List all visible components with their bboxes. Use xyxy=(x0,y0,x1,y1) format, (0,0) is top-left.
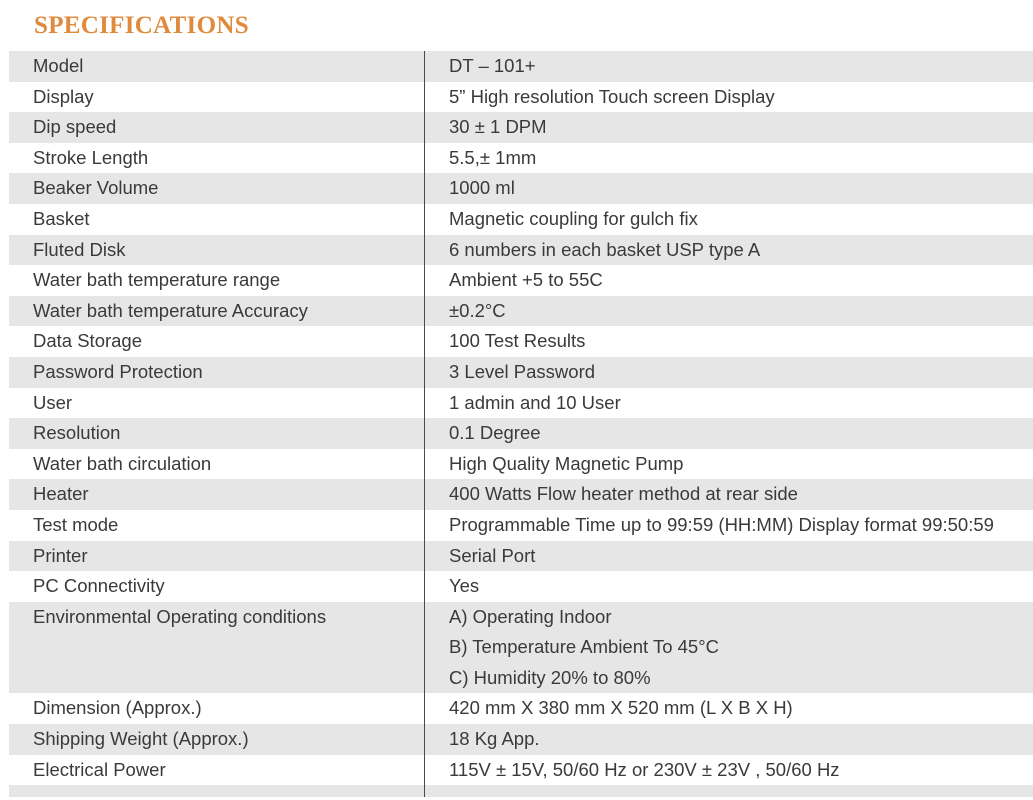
table-row xyxy=(9,510,1033,541)
spec-value-line: Magnetic coupling for gulch fix xyxy=(449,207,698,229)
spec-value xyxy=(425,449,1033,480)
filler-cell xyxy=(425,785,1033,797)
spec-value xyxy=(425,82,1033,113)
table-row xyxy=(9,204,1033,235)
spec-label: Model xyxy=(9,51,425,82)
table-row xyxy=(9,388,1033,419)
spec-value xyxy=(425,602,1033,694)
table-row xyxy=(9,296,1033,327)
spec-value-line: 5.5,± 1mm xyxy=(449,146,537,168)
spec-value xyxy=(425,51,1033,82)
spec-value-line: 3 Level Password xyxy=(449,360,596,382)
spec-label: Printer xyxy=(9,541,425,572)
specifications-table xyxy=(9,51,1033,797)
spec-value xyxy=(425,418,1033,449)
spec-value-line: A) Operating Indoor xyxy=(449,605,612,627)
spec-value xyxy=(425,265,1033,296)
spec-label: Basket xyxy=(9,204,425,235)
spec-value xyxy=(425,755,1033,786)
table-row xyxy=(9,235,1033,266)
spec-value-line: 1 admin and 10 User xyxy=(449,391,621,413)
spec-label: Resolution xyxy=(9,418,425,449)
spec-value-line: 18 Kg App. xyxy=(449,728,540,750)
table-row xyxy=(9,51,1033,82)
spec-value xyxy=(425,541,1033,572)
spec-value xyxy=(425,296,1033,327)
spec-label: Test mode xyxy=(9,510,425,541)
spec-label: Password Protection xyxy=(9,357,425,388)
spec-value xyxy=(425,173,1033,204)
table-row xyxy=(9,326,1033,357)
spec-label: Display xyxy=(9,82,425,113)
spec-value xyxy=(425,571,1033,602)
spec-value-line: Serial Port xyxy=(449,544,536,566)
table-row xyxy=(9,724,1033,755)
spec-label: Fluted Disk xyxy=(9,235,425,266)
spec-label: Water bath circulation xyxy=(9,449,425,480)
spec-label: PC Connectivity xyxy=(9,571,425,602)
table-row-filler xyxy=(9,785,1033,797)
table-row xyxy=(9,571,1033,602)
spec-label: Heater xyxy=(9,479,425,510)
spec-value-line: Yes xyxy=(449,575,480,597)
spec-value-line: 30 ± 1 DPM xyxy=(449,116,547,138)
spec-label: Environmental Operating conditions xyxy=(9,602,425,694)
spec-value xyxy=(425,204,1033,235)
spec-value xyxy=(425,724,1033,755)
table-row xyxy=(9,82,1033,113)
table-row xyxy=(9,265,1033,296)
spec-value-line: 5” High resolution Touch screen Display xyxy=(449,85,775,107)
spec-value xyxy=(425,357,1033,388)
table-row xyxy=(9,112,1033,143)
table-row xyxy=(9,479,1033,510)
spec-value-line: 6 numbers in each basket USP type A xyxy=(449,238,761,260)
spec-value-line: Ambient +5 to 55C xyxy=(449,269,603,291)
spec-value-line: 115V ± 15V, 50/60 Hz or 230V ± 23V , 50/60 Hz xyxy=(449,758,840,780)
spec-value-line: Programmable Time up to 99:59 (HH:MM) Display format 99:50:59 xyxy=(449,513,994,535)
spec-value-line: 400 Watts Flow heater method at rear side xyxy=(449,483,798,505)
spec-value-line: C) Humidity 20% to 80% xyxy=(449,666,651,688)
spec-value-line: 0.1 Degree xyxy=(449,422,541,444)
spec-label: Electrical Power xyxy=(9,755,425,786)
spec-value-line: ±0.2°C xyxy=(449,299,506,321)
table-row xyxy=(9,541,1033,572)
spec-value-line: B) Temperature Ambient To 45°C xyxy=(449,636,719,658)
table-row xyxy=(9,449,1033,480)
spec-value xyxy=(425,112,1033,143)
table-row xyxy=(9,602,1033,694)
table-row xyxy=(9,755,1033,786)
spec-value xyxy=(425,326,1033,357)
spec-label: Water bath temperature Accuracy xyxy=(9,296,425,327)
spec-value-line: 420 mm X 380 mm X 520 mm (L X B X H) xyxy=(449,697,793,719)
spec-label: Beaker Volume xyxy=(9,173,425,204)
spec-value-line: 100 Test Results xyxy=(449,330,586,352)
spec-label: Data Storage xyxy=(9,326,425,357)
spec-label: Dimension (Approx.) xyxy=(9,693,425,724)
spec-label: User xyxy=(9,388,425,419)
spec-value-line: 1000 ml xyxy=(449,177,515,199)
spec-value xyxy=(425,693,1033,724)
spec-value-line: High Quality Magnetic Pump xyxy=(449,452,684,474)
spec-label: Water bath temperature range xyxy=(9,265,425,296)
table-row xyxy=(9,173,1033,204)
spec-label: Shipping Weight (Approx.) xyxy=(9,724,425,755)
page-title: SPECIFICATIONS xyxy=(34,12,249,39)
table-row xyxy=(9,357,1033,388)
spec-label: Dip speed xyxy=(9,112,425,143)
spec-value-line: DT – 101+ xyxy=(449,55,536,76)
spec-value xyxy=(425,235,1033,266)
spec-value xyxy=(425,479,1033,510)
spec-label: Stroke Length xyxy=(9,143,425,174)
table-row xyxy=(9,418,1033,449)
table-row xyxy=(9,143,1033,174)
filler-cell xyxy=(9,785,425,797)
spec-value xyxy=(425,510,1033,541)
spec-value xyxy=(425,143,1033,174)
spec-value xyxy=(425,388,1033,419)
table-row xyxy=(9,693,1033,724)
